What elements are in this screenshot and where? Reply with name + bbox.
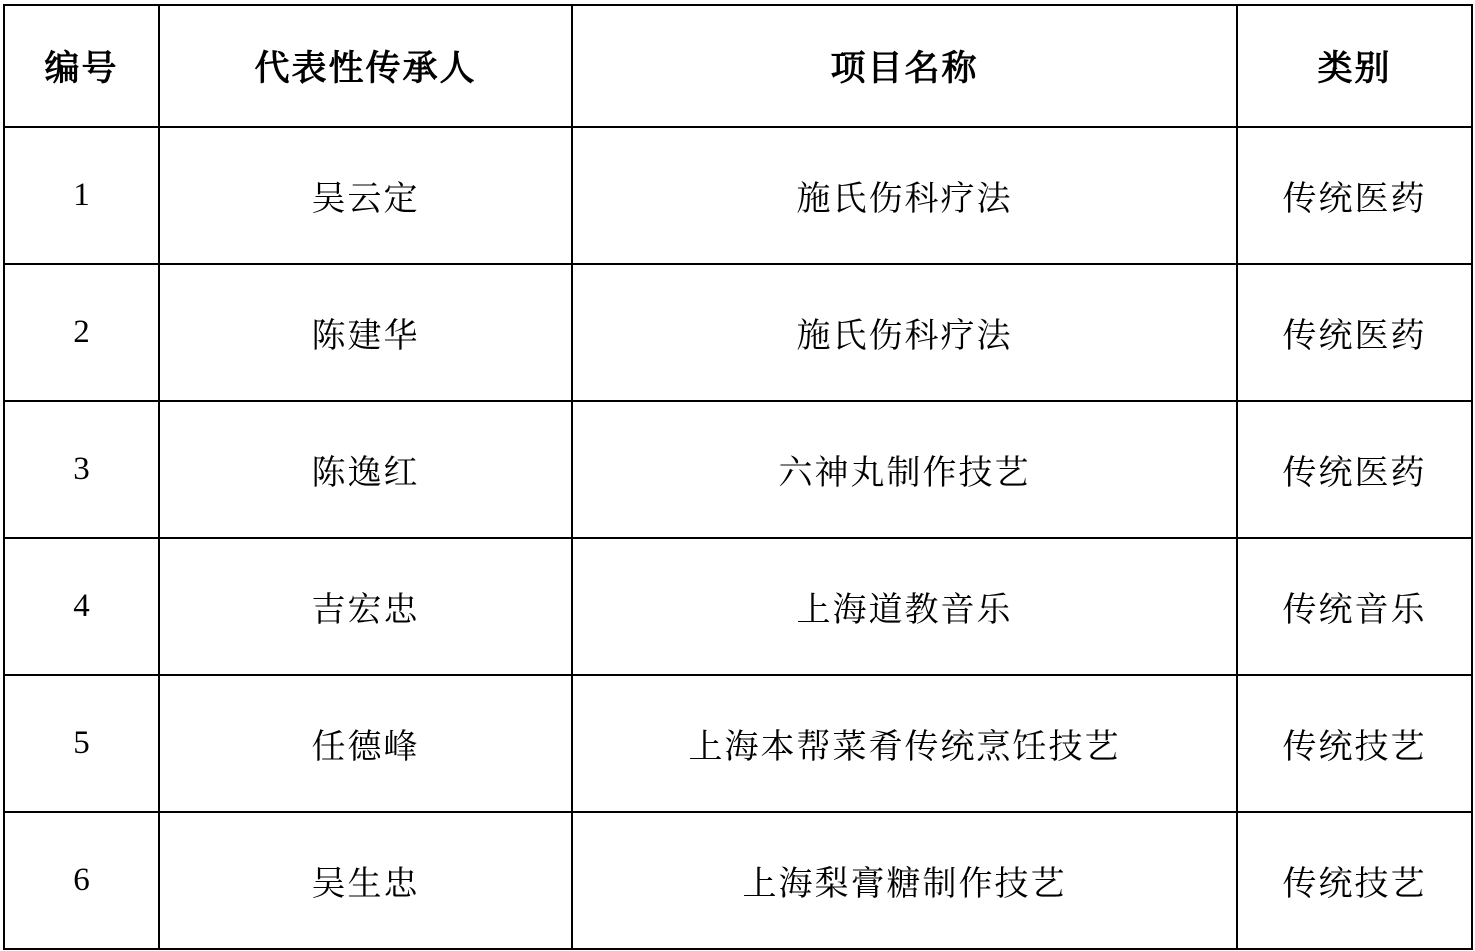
table-row [4,675,1472,812]
cell-number: 2 [4,264,159,401]
cell-category: 传统音乐 [1237,538,1472,675]
cell-number: 4 [4,538,159,675]
table-row [4,538,1472,675]
table-row [4,812,1472,949]
cell-category: 传统医药 [1237,127,1472,264]
cell-project: 六神丸制作技艺 [572,401,1237,538]
column-header-category: 类别 [1237,5,1472,127]
cell-number: 3 [4,401,159,538]
cell-number: 5 [4,675,159,812]
cell-category: 传统技艺 [1237,812,1472,949]
column-header-number: 编号 [4,5,159,127]
column-header-inheritor: 代表性传承人 [159,5,572,127]
cell-project: 施氏伤科疗法 [572,127,1237,264]
cell-project: 上海道教音乐 [572,538,1237,675]
cell-inheritor: 吉宏忠 [159,538,572,675]
cell-inheritor: 吴生忠 [159,812,572,949]
cell-inheritor: 陈建华 [159,264,572,401]
table-header-row [4,5,1472,127]
table-row [4,401,1472,538]
cell-project: 上海本帮菜肴传统烹饪技艺 [572,675,1237,812]
cell-inheritor: 任德峰 [159,675,572,812]
cell-number: 6 [4,812,159,949]
cell-inheritor: 陈逸红 [159,401,572,538]
cell-project: 施氏伤科疗法 [572,264,1237,401]
column-header-project: 项目名称 [572,5,1237,127]
cell-inheritor: 吴云定 [159,127,572,264]
heritage-inheritors-table [3,4,1473,950]
cell-number: 1 [4,127,159,264]
cell-category: 传统医药 [1237,264,1472,401]
cell-category: 传统医药 [1237,401,1472,538]
table-row [4,127,1472,264]
document-page [0,4,1475,951]
cell-category: 传统技艺 [1237,675,1472,812]
table-row [4,264,1472,401]
cell-project: 上海梨膏糖制作技艺 [572,812,1237,949]
